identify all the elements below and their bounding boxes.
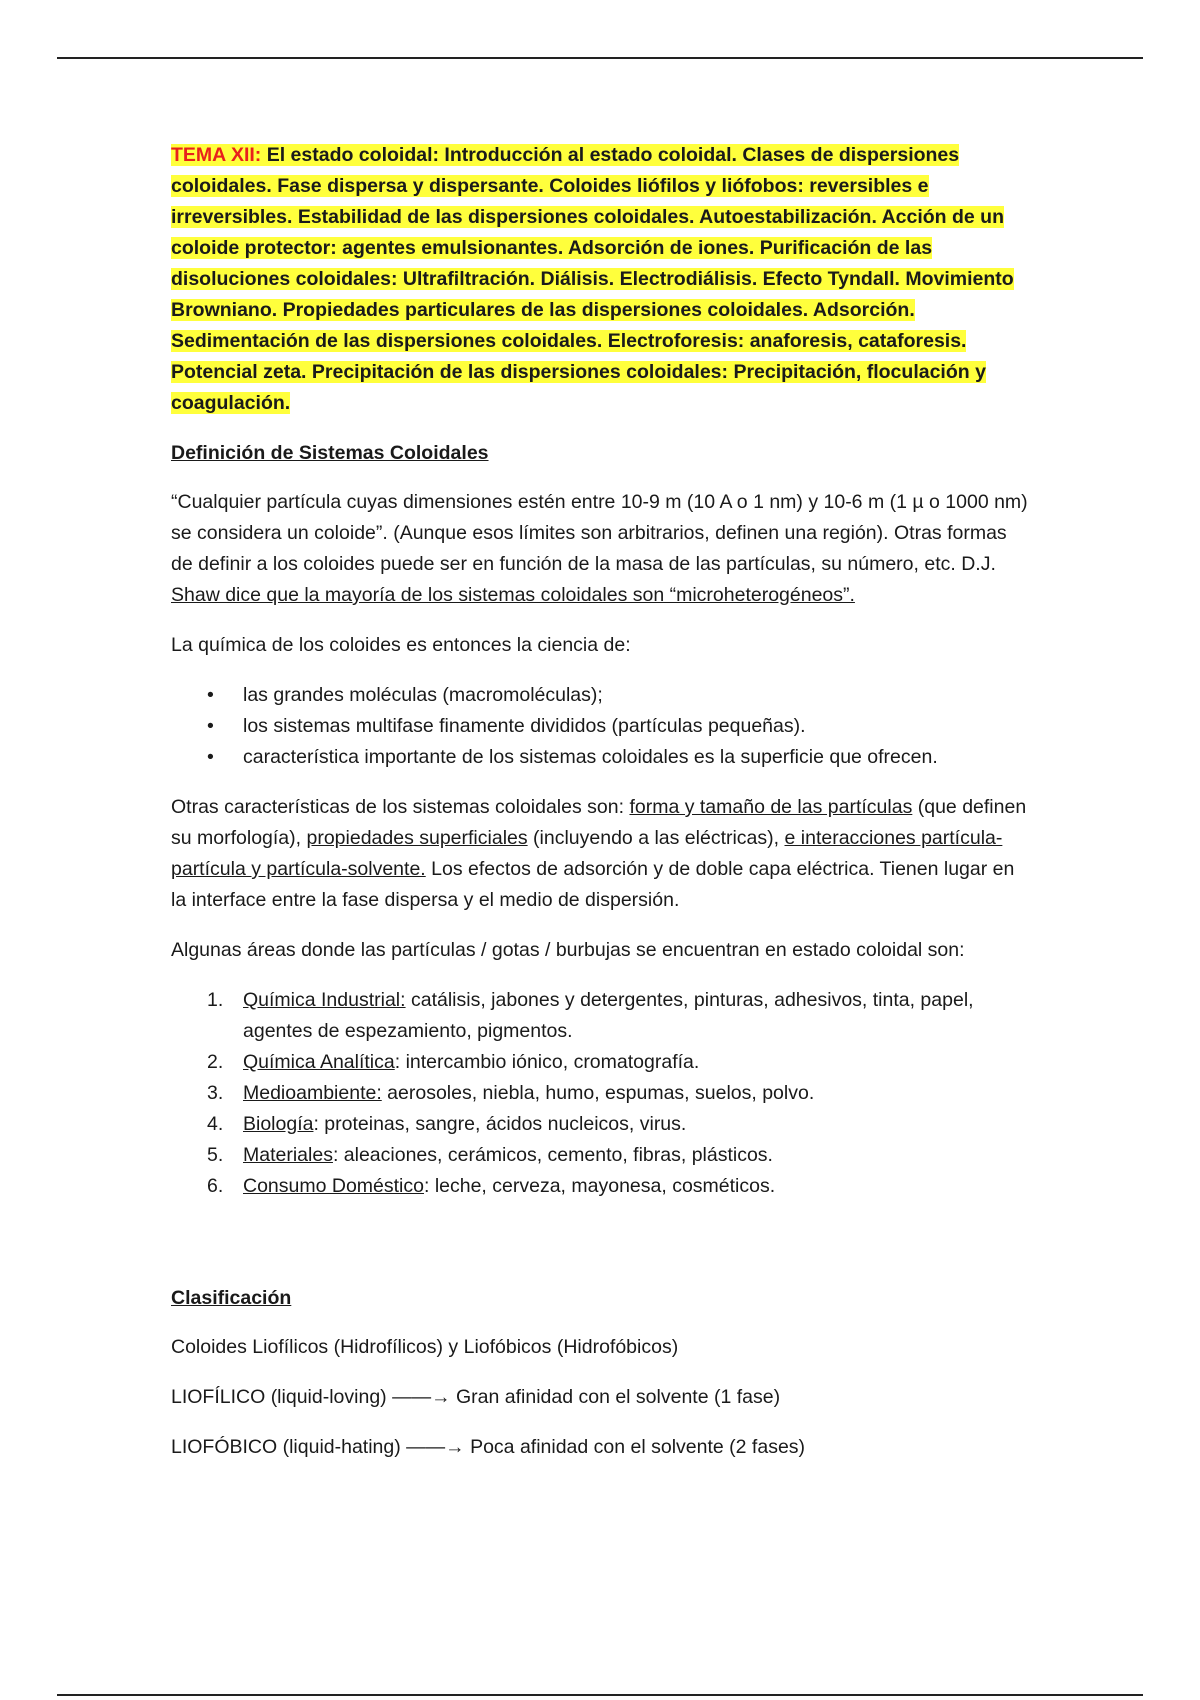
chemistry-intro: La química de los coloides es entonces la ciencia de: (171, 634, 631, 656)
item-number: 1. (207, 989, 224, 1011)
char-text: Los efectos de adsorción y de doble capa eléctrica. Tienen lugar en la interface entre la fase dispersa y el medio de dispersión. (171, 858, 1015, 911)
item-number: 6. (207, 1175, 224, 1197)
heading-clasificacion: Clasificación (171, 1287, 292, 1309)
tema-highlight (171, 144, 1014, 414)
top-rule (57, 57, 1143, 59)
char-text: (que definen su morfología), (171, 796, 1027, 849)
list-item: • las grandes moléculas (macromoléculas); (243, 680, 1031, 711)
char-text: (incluyendo a las eléctricas), (527, 827, 785, 849)
item-title: Medioambiente: (243, 1082, 382, 1104)
item-title: Química Analítica (243, 1051, 395, 1073)
list-item (207, 1109, 1031, 1140)
tema-label: TEMA XII: (171, 144, 262, 166)
char-underlined: propiedades superficiales (306, 827, 528, 849)
item-title: Biología (243, 1113, 314, 1135)
item-title: Química Industrial: (243, 989, 406, 1011)
char-text: Otras características de los sistemas coloidales son: (171, 796, 630, 818)
item-text: : proteinas, sangre, ácidos nucleicos, virus. (313, 1113, 687, 1135)
list-item (207, 1140, 1031, 1171)
list-item (207, 1078, 1031, 1109)
list-item (207, 1047, 1031, 1078)
list-item (207, 1171, 1031, 1202)
definition-underlined: Shaw dice que la mayoría de los sistemas coloidales son “microheterogéneos”. (171, 584, 855, 606)
definition-text: “Cualquier partícula cuyas dimensiones estén entre 10-9 m (10 A o 1 nm) y 10-6 m (1 µ o 1000 nm) se considera un coloide”. (Aunque esos límites son arbitrarios, definen una región). Otras formas de definir a los coloides puede ser en función de la masa de las partículas, su número, etc. D.J. (171, 491, 1028, 575)
classification-line: Coloides Liofílicos (Hidrofílicos) y Liofóbicos (Hidrofóbicos) (171, 1336, 679, 1358)
areas-list (171, 985, 1031, 1202)
bottom-rule (57, 1694, 1143, 1696)
item-text: : leche, cerveza, mayonesa, cosméticos. (423, 1175, 776, 1197)
liofobico-line: LIOFÓBICO (liquid-hating) ——→ Poca afinidad con el solvente (2 fases) (171, 1436, 806, 1458)
list-item: • característica importante de los sistemas coloidales es la superficie que ofrecen. (243, 742, 1031, 773)
list-item (207, 985, 1031, 1047)
document-page (171, 140, 1031, 1482)
liofilico-line: LIOFÍLICO (liquid-loving) ——→ Gran afinidad con el solvente (1 fase) (171, 1386, 781, 1408)
tema-paragraph (171, 140, 1031, 419)
spacer (171, 1221, 1031, 1283)
item-text: : aleaciones, cerámicos, cemento, fibras, plásticos. (332, 1144, 773, 1166)
list-item: • los sistemas multifase finamente divididos (partículas pequeñas). (243, 711, 1031, 742)
item-text: : intercambio iónico, cromatografía. (394, 1051, 700, 1073)
heading-definicion: Definición de Sistemas Coloidales (171, 442, 489, 464)
char-underlined: e interacciones partícula-partícula y partícula-solvente. (171, 827, 1003, 880)
definition-paragraph (171, 487, 1031, 611)
item-number: 3. (207, 1082, 224, 1104)
item-text: catálisis, jabones y detergentes, pinturas, adhesivos, tinta, papel, agentes de espezamiento, pigmentos. (243, 989, 974, 1042)
areas-intro: Algunas áreas donde las partículas / gotas / burbujas se encuentran en estado coloidal son: (171, 939, 965, 961)
char-underlined: forma y tamaño de las partículas (629, 796, 913, 818)
item-number: 2. (207, 1051, 224, 1073)
item-text: aerosoles, niebla, humo, espumas, suelos, polvo. (381, 1082, 815, 1104)
item-title: Materiales (243, 1144, 333, 1166)
item-title: Consumo Doméstico (243, 1175, 424, 1197)
item-number: 4. (207, 1113, 224, 1135)
characteristics-paragraph (171, 792, 1031, 916)
item-number: 5. (207, 1144, 224, 1166)
bullet-list (171, 680, 1031, 773)
tema-text: El estado coloidal: Introducción al estado coloidal. Clases de dispersiones coloidales. Fase dispersa y dispersante. Coloides liófilos y liófobos: reversibles e irreversibles. Estabilidad de las dispersiones coloidales. Autoestabilización. Acción de un coloide protector: agentes emulsionantes. Adsorción de iones. Purificación de las disoluciones coloidales: Ultrafiltración. Diálisis. Electrodiálisis. Efecto Tyndall. Movimiento Browniano. Propiedades particulares de las dispersiones coloidales. Adsorción. Sedimentación de las dispersiones coloidales. Electroforesis: anaforesis, cataforesis. Potencial zeta. Precipitación de las dispersiones coloidales: Precipitación, floculación y coagulación. (171, 144, 1014, 414)
